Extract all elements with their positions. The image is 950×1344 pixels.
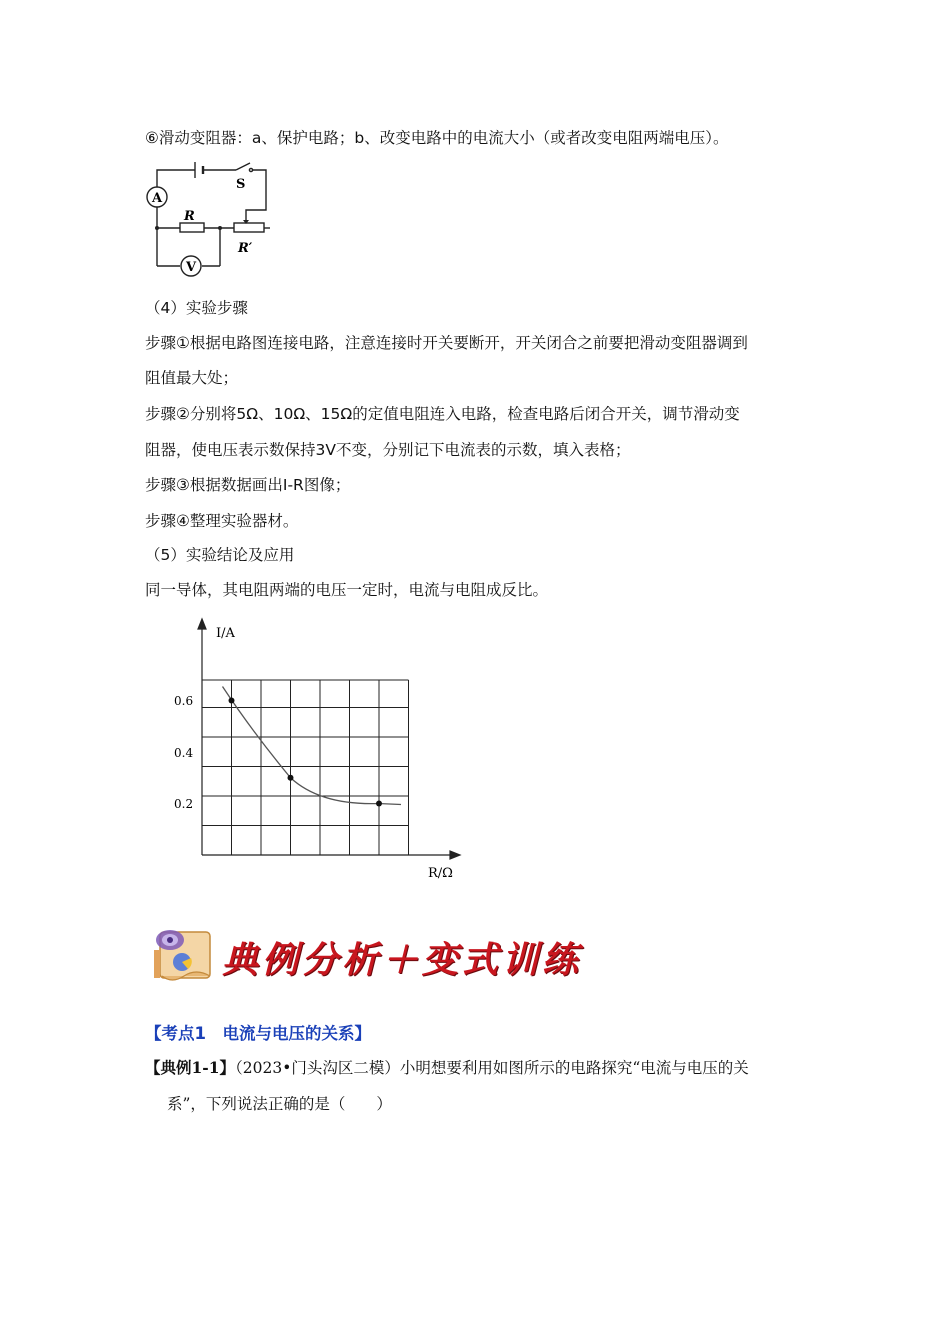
step2-line2: 阻器，使电压表示数保持3V不变，分别记下电流表的示数，填入表格； bbox=[145, 441, 631, 459]
example-text-line1: （2023•门头沟区二模）小明想要利用如图所示的电路探究“电流与电压的关 bbox=[235, 1059, 749, 1077]
banner-emblem-icon bbox=[148, 924, 218, 986]
data-point bbox=[288, 775, 294, 781]
banner-title: 典例分析＋变式训练 bbox=[222, 939, 583, 981]
section5-heading: （5）实验结论及应用 bbox=[145, 546, 295, 564]
x-axis-label: R/Ω bbox=[428, 866, 453, 881]
example-line2: 系”，下列说法正确的是（ ） bbox=[167, 1095, 392, 1113]
resistor-label: R bbox=[184, 209, 195, 224]
circuit-diagram bbox=[140, 160, 280, 280]
step2-line1: 步骤②分别将5Ω、10Ω、15Ω的定值电阻连入电路，检查电路后闭合开关，调节滑动变 bbox=[145, 405, 740, 423]
ytick-0-2: 0.2 bbox=[174, 797, 194, 811]
ir-curve bbox=[223, 687, 402, 805]
y-axis-label: I/A bbox=[216, 626, 235, 641]
step1-line2: 阻值最大处； bbox=[145, 369, 239, 387]
data-point bbox=[376, 801, 382, 807]
rheostat-label: R′ bbox=[238, 241, 253, 256]
rheostat-function-line: ⑥滑动变阻器：a、保护电路；b、改变电路中的电流大小（或者改变电阻两端电压）。 bbox=[145, 129, 729, 147]
conclusion-line: 同一导体，其电阻两端的电压一定时，电流与电阻成反比。 bbox=[145, 581, 549, 599]
kaodian-heading: 【考点1 电流与电压的关系】 bbox=[145, 1024, 371, 1043]
data-point bbox=[229, 698, 235, 704]
example-line1 bbox=[145, 1058, 749, 1078]
ir-chart bbox=[160, 615, 480, 885]
voltmeter-label: V bbox=[185, 260, 197, 275]
step3-line: 步骤③根据数据画出I-R图像； bbox=[145, 476, 351, 494]
ytick-0-4: 0.4 bbox=[174, 746, 194, 760]
ytick-0-6: 0.6 bbox=[174, 694, 194, 708]
step4-line: 步骤④整理实验器材。 bbox=[145, 512, 299, 530]
step1-line1: 步骤①根据电路图连接电路，注意连接时开关要断开，开关闭合之前要把滑动变阻器调到 bbox=[145, 334, 748, 352]
example-label: 【典例1-1】 bbox=[145, 1058, 236, 1077]
section4-heading: （4）实验步骤 bbox=[145, 299, 248, 317]
switch-label: S bbox=[236, 177, 246, 192]
ammeter-label: A bbox=[151, 191, 163, 206]
